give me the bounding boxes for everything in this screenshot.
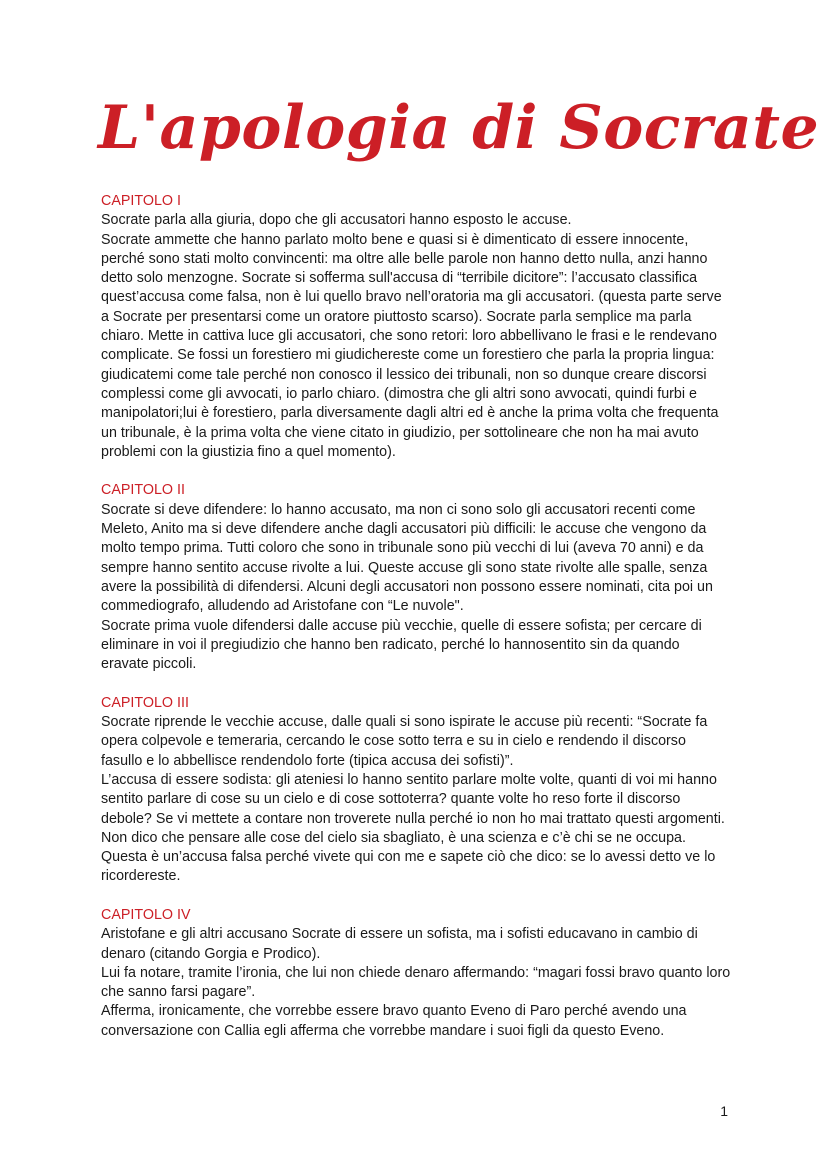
chapter-2 — [101, 481, 731, 674]
document-body — [101, 192, 731, 1060]
chapter-paragraph: Lui fa notare, tramite l’ironia, che lui non chiede denaro affermando: “magari fossi bravo quanto loro che sanno farsi pagare”. — [101, 964, 731, 1001]
chapter-paragraph: Socrate prima vuole difendersi dalle accuse più vecchie, quelle di essere sofista; per cercare di eliminare in voi il pregiudizio che hanno ben radicato, perché lo hannosentito sin da quando eravate piccoli. — [101, 617, 702, 673]
chapter-paragraph: Socrate ammette che hanno parlato molto bene e quasi si è dimenticato di essere innocente, perché sono stati molto convincenti: ma oltre alle belle parole non hanno detto nulla, anzi hanno detto solo menzogne. Socrate si sofferma sull'accusa di “terribile dicitore”: l’accusato classifica quest’accusa come falsa, non è lui quello bravo nell’oratoria ma gli accusatori. (questa parte serve a Socrate per presentarsi come un oratore piuttosto scarso). Socrate parla semplice ma parla chiaro. Mette in cattiva luce gli accusatori, che sono retori: loro abbellivano le frasi e le rendevano complicate. Se fossi un forestiero mi giudichereste come un forestiero che parla la propria lingua: giudicatemi come tale perché non conosco il lessico dei tribunali, non so dunque creare discorsi complessi come gli avvocati, io parlo chiaro. (dimostra che gli altri sono avvocati, quindi furbi e manipolatori;lui è forestiero, parla diversamente dagli altri ed è anche la prima volta che frequenta un tribunale, è la prima volta che viene citato in giudizio, per sottolineare che non ha mai avuto problemi con la giustizia fino a quel momento). — [101, 231, 722, 460]
chapter-1 — [101, 192, 731, 462]
page-number: 1 — [720, 1103, 728, 1119]
chapter-paragraph: Afferma, ironicamente, che vorrebbe essere bravo quanto Eveno di Paro perché avendo una conversazione con Callia egli afferma che vorrebbe mandare i suoi figli da questo Eveno. — [101, 1003, 687, 1039]
chapter-heading: CAPITOLO I — [101, 193, 181, 209]
chapter-4 — [101, 906, 731, 1041]
document-title: L'apologia di Socrate — [98, 93, 820, 163]
chapter-paragraph: Socrate parla alla giuria, dopo che gli accusatori hanno esposto le accuse. — [101, 212, 572, 229]
chapter-heading: CAPITOLO IV — [101, 906, 191, 923]
chapter-paragraph: Socrate si deve difendere: lo hanno accusato, ma non ci sono solo gli accusatori recenti come Meleto, Anito ma si deve difendere anche dagli accusatori più difficili: le accuse che vengono da molto tempo prima. Tutti coloro che sono in tribunale sono più vecchi di lui (aveva 70 anni) e da sempre hanno sentito accuse rivolte a lui. Queste accuse gli sono state rivolte alle spalle, senza avere la possibilità di difendersi. Alcuni degli accusatori non possono essere nominati, cita poi un commediografo, alludendo ad Aristofane con “Le nuvole". — [101, 501, 713, 615]
chapter-heading: CAPITOLO II — [101, 482, 185, 499]
chapter-paragraph: Aristofane e gli altri accusano Socrate di essere un sofista, ma i sofisti educavano in cambio di denaro (citando Gorgia e Prodico). — [101, 926, 698, 962]
chapter-paragraph: L’accusa di essere sodista: gli ateniesi lo hanno sentito parlare molte volte, quanti di voi mi hanno sentito parlare di cose su un cielo e di cose sottoterra? quante volte ho reso forte il discorso debole? Se vi mettete a contare non troverete nulla perché io non ho mai trattato questi argomenti. Non dico che pensare alle cose del cielo sia sbagliato, è una scienza e c’è chi se ne occupa. Questa è un’accusa falsa perché vivete qui con me e sapete ciò che dico: se lo avessi detto ve lo ricordereste. — [101, 771, 725, 885]
chapter-3 — [101, 694, 731, 887]
chapter-paragraph: Socrate riprende le vecchie accuse, dalle quali si sono ispirate le accuse più recenti: “Socrate fa opera colpevole e temeraria, cercando le cose sotto terra e su in cielo e rendendo il discorso fasullo e lo abbellisce rendendolo forte (tipica accusa dei sofisti)”. — [101, 714, 708, 769]
chapter-heading: CAPITOLO III — [101, 694, 189, 711]
